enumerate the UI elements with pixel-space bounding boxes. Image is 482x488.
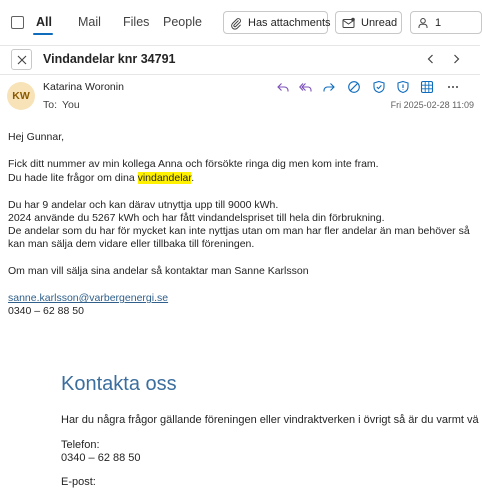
divider: [0, 45, 480, 46]
phone-number: 0340 – 62 88 50: [8, 305, 84, 317]
highlighted-search-term: vindandelar: [137, 172, 192, 184]
has-attachments-filter-button[interactable]: [223, 11, 331, 34]
filter-tab-mail[interactable]: Mail: [78, 15, 101, 29]
close-icon: [17, 55, 27, 65]
active-tab-indicator: [33, 33, 53, 35]
shield-icon[interactable]: [372, 80, 386, 94]
recipient-name[interactable]: You: [62, 99, 80, 111]
select-all-checkbox[interactable]: [11, 16, 24, 29]
contact-phone: 0340 – 62 88 50: [61, 452, 141, 464]
body-line: Om man vill sälja sina andelar så kontaktar man Sanne Karlsson: [8, 265, 309, 277]
divider: [0, 74, 480, 75]
body-text: .: [191, 172, 195, 184]
greeting: Hej Gunnar,: [8, 131, 65, 143]
close-button[interactable]: [11, 49, 32, 70]
more-options-icon[interactable]: [446, 80, 460, 94]
paperclip-icon: [230, 17, 242, 29]
filter-tab-files[interactable]: Files: [123, 15, 150, 29]
email-link[interactable]: sanne.karlsson@varbergenergi.se: [8, 292, 169, 304]
body-line: 2024 använde du 5267 kWh och har fått vindandelspriset till hela din förbrukning.: [8, 212, 385, 224]
forward-icon[interactable]: [322, 80, 336, 94]
has-attachments-label: Has attachments: [248, 16, 331, 29]
body-line: Fick ditt nummer av min kollega Anna och försökte ringa dig men kom inte fram.: [8, 158, 379, 170]
body-text: Du hade lite frågor om dina: [8, 172, 138, 184]
body-line: De andelar som du har för mycket kan inte nyttjas utan om man har fler andelar än man behöver så: [8, 225, 470, 237]
phone-label: Telefon:: [61, 439, 100, 451]
body-line: kan man sälja dem vidare eller tillbaka till föreningen.: [8, 238, 255, 250]
message-date: Fri 2025-02-28 11:09: [390, 100, 474, 110]
filter-tab-all[interactable]: All: [36, 15, 52, 29]
body-line: [8, 172, 194, 184]
filter-tab-people[interactable]: People: [163, 15, 202, 29]
avatar[interactable]: KW: [7, 82, 35, 110]
reply-icon[interactable]: [276, 80, 290, 94]
contact-heading: Kontakta oss: [61, 373, 177, 395]
block-icon[interactable]: [347, 80, 361, 94]
reply-all-icon[interactable]: [299, 80, 313, 94]
report-icon[interactable]: [396, 80, 410, 94]
filter-bar: [0, 0, 480, 46]
to-label: To:: [43, 99, 58, 111]
envelope-icon: [342, 17, 355, 29]
contact-text: Har du några frågor gällande föreningen eller vindraktverken i övrigt så är du varmt vä: [61, 414, 479, 426]
unread-filter-button[interactable]: [335, 11, 402, 34]
email-label: E-post:: [61, 476, 96, 488]
person-icon: [417, 17, 429, 29]
chevron-right-icon[interactable]: [449, 52, 463, 66]
body-line: Du har 9 andelar och kan därav utnyttja upp till 9000 kWh.: [8, 199, 279, 211]
mentions-label: 1: [435, 16, 442, 29]
unread-label: Unread: [361, 16, 398, 29]
chevron-left-icon[interactable]: [424, 52, 438, 66]
message-subject: Vindandelar knr 34791: [43, 52, 176, 66]
mentions-filter-button[interactable]: [410, 11, 482, 34]
apps-icon[interactable]: [420, 80, 434, 94]
sender-name[interactable]: Katarina Woronin: [43, 81, 124, 93]
recipient-line: [43, 99, 80, 111]
